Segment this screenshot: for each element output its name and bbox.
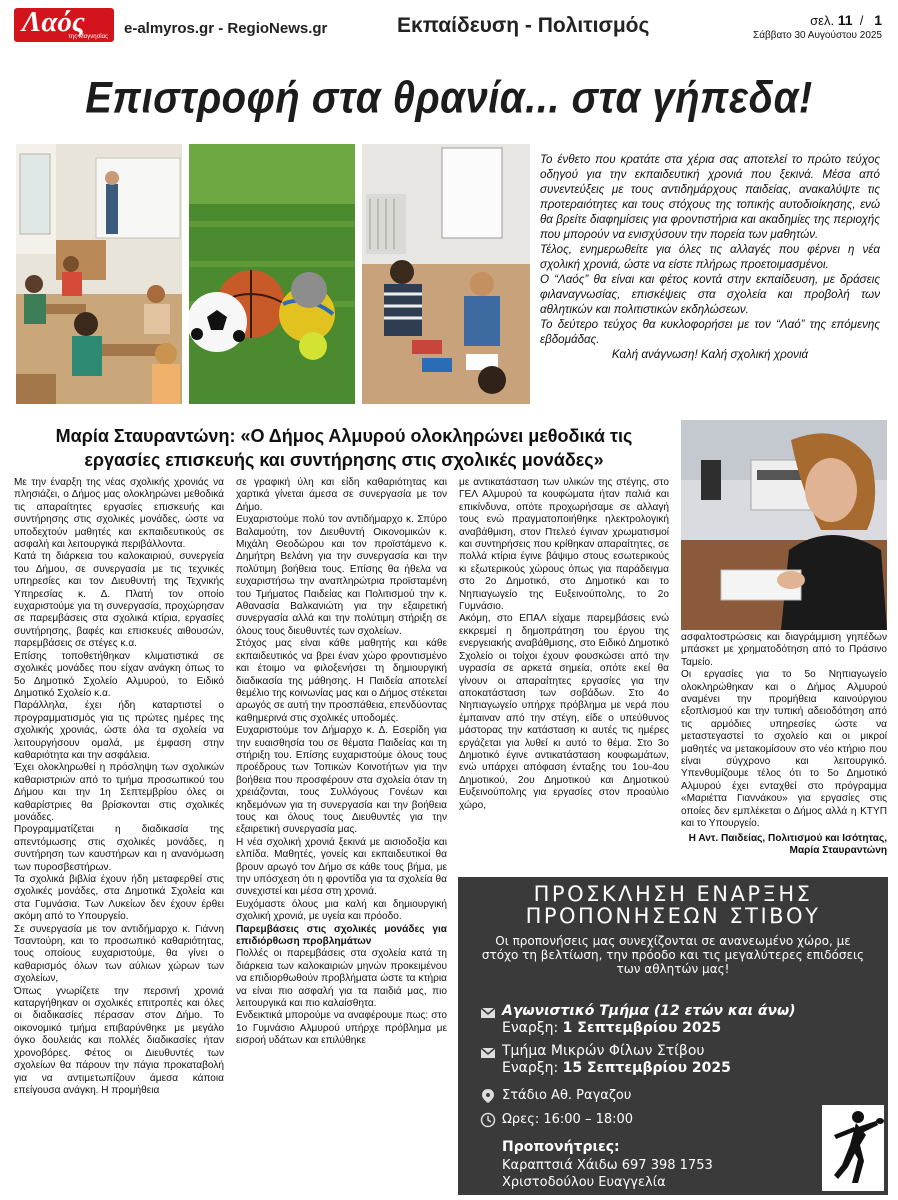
article-paragraph: Όπως γνωρίζετε την περσινή χρονιά καταργήθηκαν οι σχολικές επιτροπές και όλες οι διαδικασίες πέρασαν στον Δήμο. Το οικονομικό τμήμα επιβαρύνθηκε με μεγάλο όγκο δουλειάς και πολλές διαδικασίες ήταν χρονοβόρες. Φέτος οι Διευθυντές των σχολείων θα πάρουν την πάγια προκαταβολή για να αντιμετωπίζουν άμεσα κάποια επείγουσα ανάγκη. Η προμήθεια: [14, 985, 224, 1096]
group2-info: Τμήμα Μικρών Φίλων Στίβου Εναρξη: 15 Σεπτεμβρίου 2025: [502, 1043, 731, 1076]
logo-text: Λαός: [22, 6, 85, 38]
discus-thrower-icon: [822, 1105, 884, 1191]
intro-closing: Καλή ανάγνωση! Καλή σχολική χρονιά: [611, 348, 809, 361]
interviewee-portrait: [681, 420, 887, 630]
article-paragraph: Προγραμματίζεται η διαδικασία της απεντόμωσης στις σχολικές μονάδες, η συντήρηση των καυστήρων και η ανανόμωση των πυροσβεστήρων.: [14, 824, 224, 873]
article-column-4: [681, 632, 887, 857]
announcement-title: ΠΡΟΣΚΛΗΣΗ ΕΝΑΡΞΗΣ ΠΡΟΠΟΝΗΣΕΩΝ ΣΤΙΒΟΥ: [525, 882, 821, 928]
article-paragraph: Ευχαριστούμε τον Δήμαρχο κ. Δ. Εσερίδη για την ευαισθησία του σε θέματα Παιδείας και τη στήριξη του. Επίσης ευχαριστούμε όλους τους προέδρους των Τοπικών Κοινοτήτων για την βοήθεια που προσφέρουν στα σχολεία όταν τη χρειάζονται, τους Συλλόγους Γονέων και κηδεμόνων για τη συνεργασία και την βοήθεια τους και όλους τους Διευθυντές για την εξαιρετική συνεργασία μας.: [236, 725, 447, 836]
website-line: e-almyros.gr - RegioNews.gr: [124, 20, 328, 37]
article-column-3: [459, 477, 669, 812]
article-paragraph: με αντικατάσταση των υλικών της στέγης, στο ΓΕΛ Αλμυρού τα κουφώματα ήταν παλιά και επικίνδυνα, οπότε προχωρήσαμε σε αλλαγή τους ενώ πραγματοποιήθηκε ηλεκτρολογική αναβάθμιση, στον Πτελεό έγιναν χρωματισμοί και συντηρήσεις που κρίθηκαν απαραίτητες, σε πολλά κτίρια έγινε βάψιμο στους εσωτερικούς κι εξωτερικούς χώρους όπως για παράδειγμα στο 2ο Δημοτικό, στο Δημοτικό και το Νηπιαγωγείο της Ευξεινούπολης, το 2ο Γυμνάσιο.: [459, 477, 669, 613]
article-paragraph: Τα σχολικά βιβλία έχουν ήδη μεταφερθεί στις σχολικές μονάδες, στα Δημοτικά Σχολεία και στα Γυμνάσια. Των Λυκείων δεν έχουν έρθει ακόμη από το Υπουργείο.: [14, 874, 224, 923]
group1-name: Αγωνιστικό Τμήμα (12 ετών και άνω): [502, 1003, 796, 1019]
article-paragraph: Ευχαριστούμε πολύ τον αντιδήμαρχο κ. Σπύρο Βαλαμούτη, τον Διευθυντή Οικονομικών κ. Μιχάλη Θεοδώρου και τον προϊστάμενο κ. Δημήτρη Βελάνη για την συνεργασία και την πολύτιμη βοήθεια τους. Επίσης θα ήθελα να ευχαριστήσω την αναπληρώτρια προϊσταμένη του Τμήματος Παιδείας και Πολιτισμού την κ. Αθανασία Βαλκανιώτη για την εξαιρετική συνεργασία αλλά και την πολύτιμη στήριξη σε όλους τους διευθυντές των σχολείων.: [236, 514, 447, 637]
coaches-label: Προπονήτριες:: [502, 1139, 620, 1155]
group1-start: 1 Σεπτεμβρίου 2025: [562, 1020, 722, 1036]
training-hours: Ωρες: 16:00 – 18:00: [502, 1112, 634, 1127]
article-paragraph: Σε συνεργασία με τον αντιδήμαρχο κ. Γιάννη Τσαντούρη, και το προσωπικό καθαριότητας, τους οποίους ευχαριστούμε, θα γίνει ο καθαρισμός όλων των αύλιων χώρων των σχολείων,: [14, 923, 224, 985]
group1-info: Αγωνιστικό Τμήμα (12 ετών και άνω) Εναρξη: 1 Σεπτεμβρίου 2025: [502, 1003, 796, 1036]
envelope-icon: [480, 1045, 496, 1061]
article-column-2: [236, 477, 447, 1048]
article-paragraph: Ακόμη, στο ΕΠΑΛ είχαμε παρεμβάσεις ενώ εκκρεμεί η δημοπράτηση του έργου της ενεργειακής αναβάθμισης, στο Ειδικό Δημοτικό Σχολείο οι τοίχοι έχουν φουσκώσει από την υγρασία σε αρκετά σημεία, οπότε εκεί θα γίνουν οι απαραίτητες εργασίες για την αποκατάσταση των σοβάδων. Στο 4ο Νηπιαγωγείο υπήρχε πρόβλημα με νερά που έμπαιναν από την στέγη, είδε ο υπεύθυνος μάστορας την κατάσταση κι αυτές τις ημέρες εργάζεται για λυθεί κι αυτό το θέμα. Στο 3ο Δημοτικό έγινε αντικατάσταση κουφωμάτων, ενώ υπάρχει απόφαση ένταξης του 1ου-4ου Δημοτικού, 2ου Δημοτικού και Δημοτικού Ευξεινούπολης για εργασίες στον προαύλιο χώρο,: [459, 613, 669, 811]
group2-name: Τμήμα Μικρών Φίλων Στίβου: [502, 1043, 705, 1059]
article-title: Μαρία Σταυραντώνη: «Ο Δήμος Αλμυρού ολοκληρώνει μεθοδικά τις εργασίες επισκευής και συντήρησης στις σχολικές μονάδες»: [55, 426, 633, 470]
page-headline: Επιστροφή στα θρανία... στα γήπεδα!: [85, 73, 813, 123]
group2-start: 15 Σεπτεμβρίου 2025: [562, 1060, 731, 1076]
article-paragraph: Η νέα σχολική χρονιά ξεκινά με αισιοδοξία και ελπίδα. Μαθητές, γονείς και εκπαιδευτικοί θα βρουν αρωγό τον Δήμο σε κάθε τους βήμα, με την υπόσχεση ότι η φροντίδα για τα σχολεία θα συνεχιστεί και μέσα στη χρονιά.: [236, 836, 447, 898]
article-paragraph: Έχει ολοκληρωθεί η πρόσληψη των σχολικών καθαριστριών από το τμήμα προσωπικού του Δήμου και την 1η Σεπτεμβρίου όλες οι καθαρίστριες θα βρίσκονται στις σχολικές μονάδες.: [14, 762, 224, 823]
location-pin-icon: [480, 1088, 496, 1104]
logo-subtitle: της Μαγνησίας: [68, 34, 108, 40]
classroom-photo: [16, 144, 182, 404]
article-signature: Η Αντ. Παιδείας, Πολιτισμού και Ισότητας, Μαρία Σταυραντώνη: [688, 832, 887, 856]
newspaper-logo: [14, 8, 114, 42]
article-paragraph: Επίσης τοποθετήθηκαν κλιματιστικά σε σχολικές μονάδες που είχαν ανάγκη όπως το 5ο Δημοτικό Σχολείο Αλμυρού, το Ειδικό Δημοτικό Σχολείο κ.α.: [14, 650, 224, 699]
intro-paragraph: Το ένθετο που κρατάτε στα χέρια σας αποτελεί το πρώτο τεύχος οδηγού για την εκπαιδευτική χρονιά που ξεκινά. Μέσα από συνεντεύξεις με τους αντιδημάρχους παιδείας, ανακαλύψτε τις προτεραιότητες και τους στόχους της τοπικής αυτοδιοίκησης, ενώ θα βρείτε διαφημίσεις για φροντιστήρια και ακαδημίες της περιοχής που μπορούν να ενισχύσουν την πορεία των μαθητών.: [540, 153, 880, 241]
article-paragraph: ασφαλτοστρώσεις και διαγράμμιση γηπέδων μπάσκετ με χρηματοδότηση από το Πράσινο Ταμείο.: [681, 632, 887, 668]
article-paragraph: Ενδεικτικά μπορούμε να αναφέρουμε πως: στο 1ο Γυμνάσιο Αλμυρού υπήρχε πρόβλημα με εισροή υδάτων και επιλύθηκε: [236, 1010, 447, 1047]
intro-paragraph: Ο “Λαός” θα είναι και φέτος κοντά στην εκπαίδευση, με δράσεις φιλαναγνωσίας, επισκέψεις στα σχολεία και προβολή των αθλητικών και πολιτιστικών εκδηλώσεων.: [540, 273, 880, 316]
athletics-announcement: [458, 877, 888, 1195]
intro-paragraph: Τέλος, ενημερωθείτε για όλες τις αλλαγές που φέρνει η νέα σχολική χρονιά, ώστε να είστε πλήρως προετοιμασμένοι.: [540, 243, 880, 271]
article-paragraph: Ευχόμαστε όλους μια καλή και δημιουργική σχολική χρονιά, με υγεία και πρόοδο.: [236, 898, 447, 923]
envelope-icon: [480, 1005, 496, 1021]
coach-name: Χριστοδούλου Ευαγγελία: [502, 1175, 666, 1190]
article-paragraph: Παράλληλα, έχει ήδη καταρτιστεί ο προγραμματισμός για τις πρώτες ημέρες της σχολικής χρονιάς, ώστε όλα τα σχολεία να λειτουργήσουν ομαλά, με έμφαση στην καθαριότητα και την ασφάλεια.: [14, 700, 224, 761]
page-header: [14, 6, 886, 46]
article-paragraph: Κατά τη διάρκεια του καλοκαιριού, συνεργεία του Δήμου, σε συνεργασία με τις τεχνικές υπηρεσίες και τον Διευθυντή της Τεχνικής Υπηρεσίας κ. Δ. Πλατή τον οποίο ευχαριστούμε για τη συνεργασία, προχώρησαν σε παρεμβάσεις στα σχολικά κτίρια, εργασίες συντήρησης, βαφές και επισκευές αιθουσών, παρεμβάσεις σε στέγες κ.α.: [14, 551, 224, 650]
article-column-1: [14, 477, 224, 1097]
section-title: Εκπαίδευση - Πολιτισμός: [397, 14, 650, 37]
issue-date: Σάββατο 30 Αυγούστου 2025: [753, 30, 882, 41]
article-paragraph: Με την έναρξη της νέας σχολικής χρονιάς να πλησιάζει, ο Δήμος μας ολοκληρώνει μεθοδικά τις απαραίτητες εργασίες επισκευής και συντήρησης στις σχολικές μονάδες, ώστε να υποδεχτούν μαθητές και εκπαιδευτικούς σε ασφαλή και λειτουργικά περιβάλλοντα.: [14, 477, 224, 551]
sports-balls-photo: [189, 144, 355, 404]
article-paragraph: σε γραφική ύλη και είδη καθαριότητας και χαρτικά γίνεται άμεσα σε συνεργασία με τον Δήμο.: [236, 477, 447, 513]
article-paragraph: Στόχος μας είναι κάθε μαθητής και κάθε εκπαιδευτικός να βρει έναν χώρο φροντισμένο και έτοιμο να φιλοξενήσει τη δημιουργική διαδικασία της μάθησης. Η Παιδεία αποτελεί θεμέλιο της κοινωνίας μας και ο Δήμος στέκεται αρωγός σε αυτή την προσπάθεια, επενδύοντας καθημερινά στις σχολικές υποδομές.: [236, 638, 447, 724]
intro-text: [540, 152, 880, 362]
venue: Στάδιο Αθ. Ραγαζου: [502, 1088, 632, 1103]
announcement-intro: Οι προπονήσεις μας συνεχίζονται σε ανανεωμένο χώρο, με στόχο τη βελτίωση, την πρόοδο και τις μεγαλύτερες επιδόσεις των αθλητών μας!: [481, 934, 865, 976]
intro-paragraph: Το δεύτερο τεύχος θα κυκλοφορήσει με τον “Λαό” της επόμενης εβδομάδας.: [540, 318, 880, 346]
article-subheading: Παρεμβάσεις στις σχολικές μονάδες για επιδιόρθωση προβλημάτων: [236, 923, 447, 948]
coach-contact: Καραπτσιά Χάιδω 697 398 1753: [502, 1158, 713, 1173]
clock-icon: [480, 1112, 496, 1128]
article-paragraph: Οι εργασίες για το 5ο Νηπιαγωγείο ολοκληρώθηκαν και ο Δήμος Αλμυρού αναμένει την προμήθεια καινούργιου εξοπλισμού και την τυπική αδειοδότηση από τις αρμόδιες υπηρεσίες ώστε να μεταστεγαστεί το σχολείο και οι μικροί μαθητές να μετακομίσουν στο νέο κτήριο που είναι σύγχρονο και λειτουργικό. Υπενθυμίζουμε τέλος ότι το 5ο Δημοτικό Αλμυρού έχει ενταχθεί στο πρόγραμμα «Μαριέττα Γιαννάκου» για εργασίες στις οποίες δεν εμπλέκεται ο Δήμος αλλά η ΚΤΥΠ και το Υπουργείο.: [681, 669, 887, 830]
students-photo: [362, 144, 530, 404]
article-paragraph: Πολλές οι παρεμβάσεις στα σχολεία κατά τη διάρκεια των καλοκαιριών μηνών προκειμένου να επιδιορθωθούν προβλήματα ώστε τα κτήρια να είναι πιο ασφαλή για τα παιδιά μας, πιο λειτουργικά και πιο καλαίσθητα.: [236, 948, 447, 1010]
page-number: σελ. 11 / 1: [810, 12, 882, 28]
